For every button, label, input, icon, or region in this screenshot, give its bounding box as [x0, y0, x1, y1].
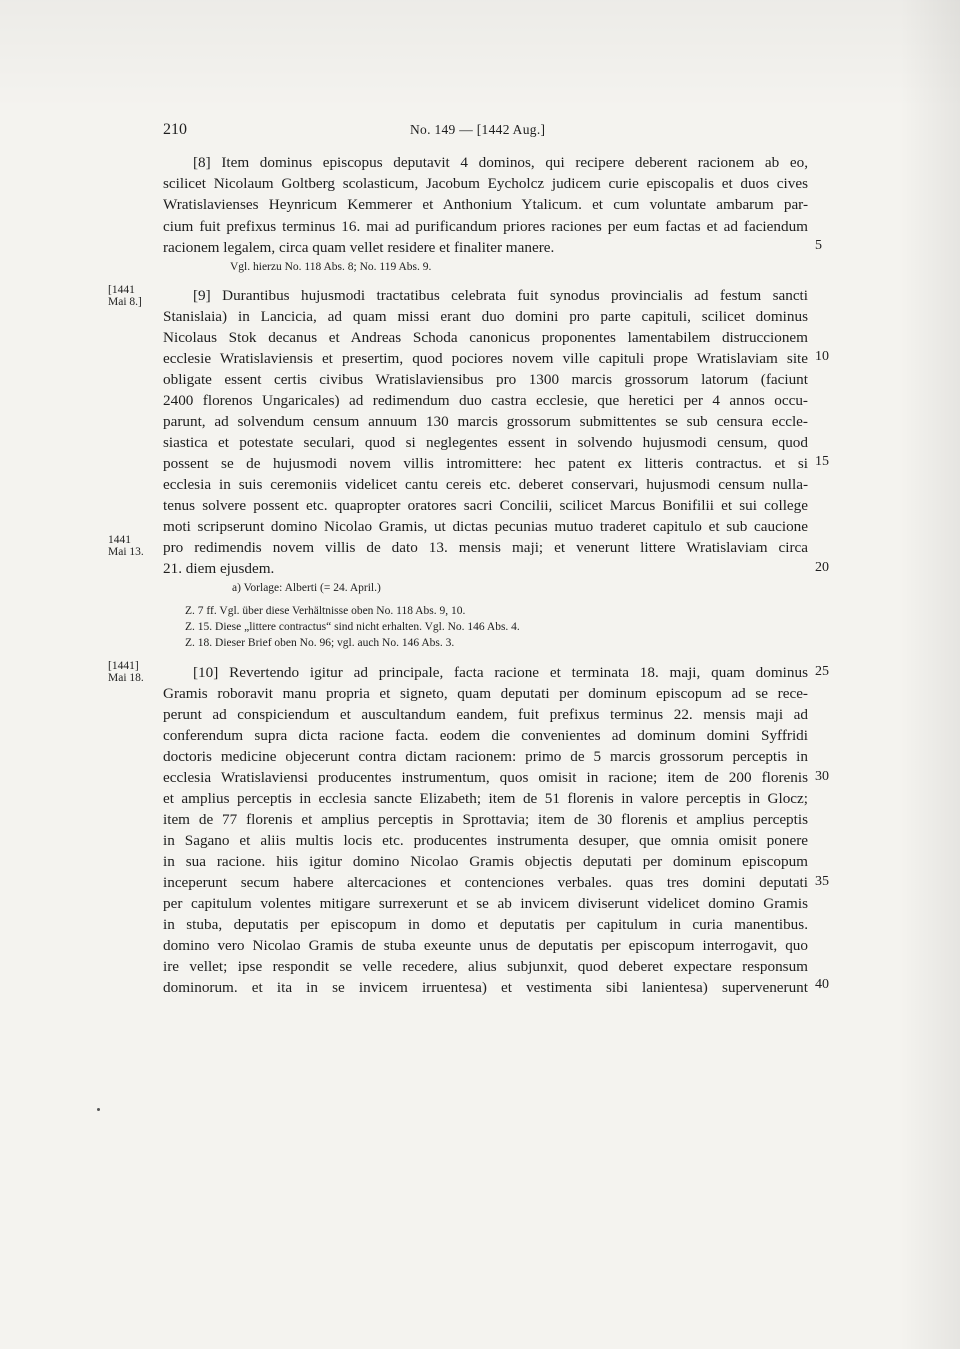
text-line: ecclesia Wratislaviensi producentes instrumentum, quos omisit in racione; item de 200 florenis [163, 769, 808, 786]
editorial-note-3: Z. 18. Dieser Brief oben No. 96; vgl. auch No. 146 Abs. 3. [185, 637, 455, 649]
margin-date: [1441 Mai 8.] [108, 284, 142, 308]
text-line: domino vero Nicolao Gramis de stuba exeunte unus de deputatis per episcopum interrogavit, quo [163, 937, 808, 954]
text-line: Wratislavienses Heynricum Kemmerer et Anthonium Ytalicum. et cum voluntate ambarum par- [163, 196, 808, 213]
text-line: cium fuit prefixus terminus 16. mai ad purificandum priores raciones per eum factas et ad faciendum [163, 218, 808, 235]
text-line: item de 77 florenis et amplius perceptis in Sprottavia; item de 30 florenis et amplius perceptis [163, 811, 808, 828]
text-line: perunt ad conspiciendum et auscultandum eandem, fuit prefixus terminus 22. mensis maji ad [163, 706, 808, 723]
editorial-note-1: Z. 7 ff. Vgl. über diese Verhältnisse oben No. 118 Abs. 9, 10. [185, 605, 466, 617]
text-line: 21. diem ejusdem. [163, 560, 275, 577]
text-line: in Sagano et aliis multis locis etc. producentes instrumenta desuper, que omnia omisit ponere [163, 832, 808, 849]
running-head: No. 149 — [1442 Aug.] [410, 122, 546, 137]
scan-artifact-top [0, 0, 960, 110]
text-line: ire vellet; ipse respondit se velle recedere, alius subjunxit, quod deberet expectare responsum [163, 958, 808, 975]
text-line: [10] Revertendo igitur ad principale, facta racione et terminata 18. maji, quam dominus [193, 664, 808, 681]
text-line: obligate essent certis civibus Wratislaviensibus pro 1300 marcis grossorum latorum (faciunt [163, 371, 808, 388]
text-line: in sua racione. hiis igitur domino Nicolao Gramis objectis deputati per dominum episcopum [163, 853, 808, 870]
text-line: 2400 florenos Ungaricales) ad redimendum duo castra ecclesie, que heretici per 4 annos occu- [163, 392, 808, 409]
text-line: scilicet Nicolaum Goltberg scolasticum, Jacobum Eycholcz judicem curie episcopalis et duos cives [163, 175, 808, 192]
margin-date: [1441] Mai 18. [108, 660, 144, 684]
scan-artifact-edge [900, 0, 960, 1349]
text-line: [9] Durantibus hujusmodi tractatibus celebrata fuit synodus provincialis ad festum sancti [193, 287, 808, 304]
line-number: 35 [815, 874, 829, 889]
vgl-note: Vgl. hierzu No. 118 Abs. 8; No. 119 Abs. 9. [230, 261, 432, 273]
text-line: racionem legalem, circa quam vellet residere et finaliter manere. [163, 239, 555, 256]
text-line: siastica et potestate seculari, quod si neglegentes essent in solvendo hujusmodi censum, quod [163, 434, 808, 451]
text-line: tenus solvere possent etc. quapropter oratores sacri Concilii, scilicet Marcus Bonifilii et sui college [163, 497, 808, 514]
footnote-a: a) Vorlage: Alberti (= 24. April.) [232, 582, 381, 594]
text-line: doctoris medicine objecerunt contra dictam racionem: primo de 5 marcis grossorum perceptis in [163, 748, 808, 765]
text-line: in stuba, deputatis per episcopum in domo et deputatis per capitulum in curia manentibus. [163, 916, 808, 933]
text-line: conferendum supra dicta racione facta. eodem die convenientes ad dominum domini Syffridi [163, 727, 808, 744]
text-line: Stanislaia) in Lancicia, ad quam missi erant duo domini pro parte capituli, scilicet dominus [163, 308, 808, 325]
line-number: 20 [815, 560, 829, 575]
text-line: Nicolaus Stok decanus et Andreas Schoda canonicus proponentes lamentabilem distruccionem [163, 329, 808, 346]
text-line: et amplius perceptis in ecclesia sancte Elizabeth; item de 51 florenis in valore perceptis in Glocz; [163, 790, 808, 807]
line-number: 5 [815, 238, 822, 253]
text-line: moti scripserunt domino Nicolao Gramis, ut dictas pecunias mutuo traderet capitulo et sub caucione [163, 518, 808, 535]
text-line: inceperunt secum habere altercaciones et contenciones verbales. quas tres domini deputati [163, 874, 808, 891]
text-line: dominorum. et ita in se invicem irruentesa) et vestimenta sibi lanientesa) supervenerunt [163, 979, 808, 996]
line-number: 40 [815, 977, 829, 992]
line-number: 30 [815, 769, 829, 784]
page-number: 210 [163, 121, 187, 138]
text-line: ecclesie Wratislaviensis et presertim, quod pociores novem ville capituli prope Wratislaviam site [163, 350, 808, 367]
text-line: Gramis roboravit manu propria et signeto, quam deputati per dominum episcopum ad se rece- [163, 685, 808, 702]
text-line: pro redimendis novem villis de dato 13. mensis maji; et venerunt littere Wratislaviam circa [163, 539, 808, 556]
ink-speck [97, 1108, 100, 1111]
line-number: 15 [815, 454, 829, 469]
line-number: 25 [815, 664, 829, 679]
text-line: possent se de hujusmodi novem villis intromittere: hec patent ex litteris contractus. et si [163, 455, 808, 472]
editorial-note-2: Z. 15. Diese „littere contractus“ sind nicht erhalten. Vgl. No. 146 Abs. 4. [185, 621, 520, 633]
line-number: 10 [815, 349, 829, 364]
text-line: per capitulum volentes mitigare surrexerunt et se ab invicem diviserunt videlicet domino Gramis [163, 895, 808, 912]
text-line: [8] Item dominus episcopus deputavit 4 dominos, qui recipere deberent racionem ab eo, [193, 154, 808, 171]
text-line: ecclesia in suis ceremoniis videlicet cantu cereis etc. deberet conservari, hujusmodi censum nulla- [163, 476, 808, 493]
margin-date: 1441 Mai 13. [108, 534, 144, 558]
text-line: parunt, ad solvendum censum annuum 130 marcis grossorum submittentes se sub censura eccle- [163, 413, 808, 430]
